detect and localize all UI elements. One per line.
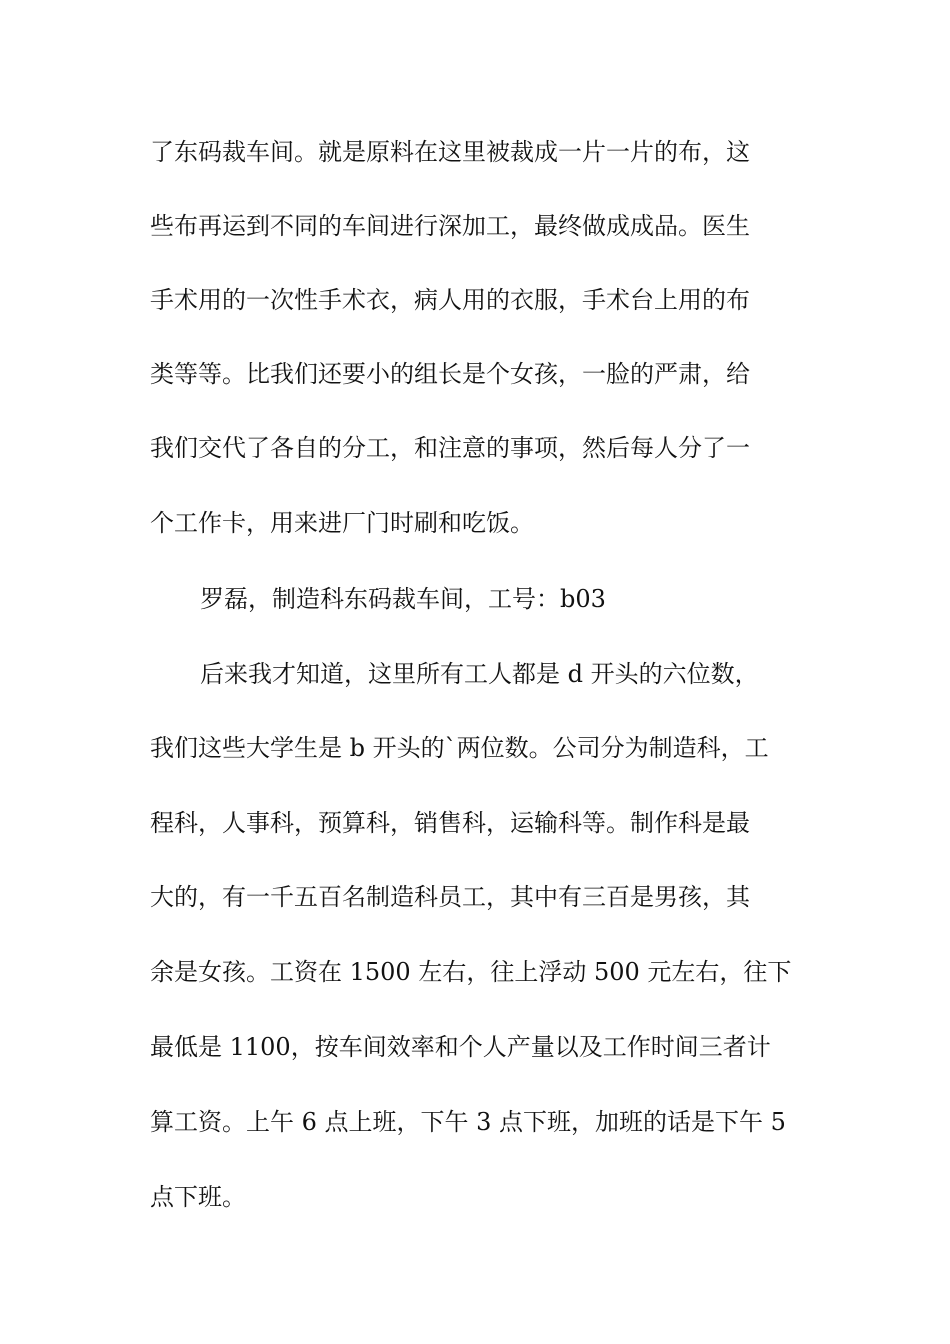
text-line: 我们交代了各自的分工，和注意的事项，然后每人分了一 (150, 434, 750, 462)
text-line: 大的，有一千五百名制造科员工，其中有三百是男孩，其 (150, 883, 750, 911)
text-line: 程科，人事科，预算科，销售科，运输科等。制作科是最 (150, 809, 750, 837)
text-line: 后来我才知道，这里所有工人都是 d 开头的六位数， (200, 660, 759, 688)
text-line: 余是女孩。工资在 1500 左右，往上浮动 500 元左右，往下 (150, 958, 792, 986)
text-line: 罗磊，制造科东码裁车间，工号：b03 (200, 585, 606, 613)
text-line: 点下班。 (150, 1183, 246, 1211)
text-line: 类等等。比我们还要小的组长是个女孩，一脸的严肃，给 (150, 360, 750, 388)
text-line: 算工资。上午 6 点上班，下午 3 点下班，加班的话是下午 5 (150, 1108, 786, 1136)
text-line: 手术用的一次性手术衣，病人用的衣服，手术台上用的布 (150, 286, 750, 314)
text-line: 了东码裁车间。就是原料在这里被裁成一片一片的布，这 (150, 138, 750, 166)
text-line: 个工作卡，用来进厂门时刷和吃饭。 (150, 509, 534, 537)
text-line: 我们这些大学生是 b 开头的`两位数。公司分为制造科，工 (150, 734, 769, 762)
text-line: 些布再运到不同的车间进行深加工，最终做成成品。医生 (150, 212, 750, 240)
text-line: 最低是 1100，按车间效率和个人产量以及工作时间三者计 (150, 1033, 771, 1061)
